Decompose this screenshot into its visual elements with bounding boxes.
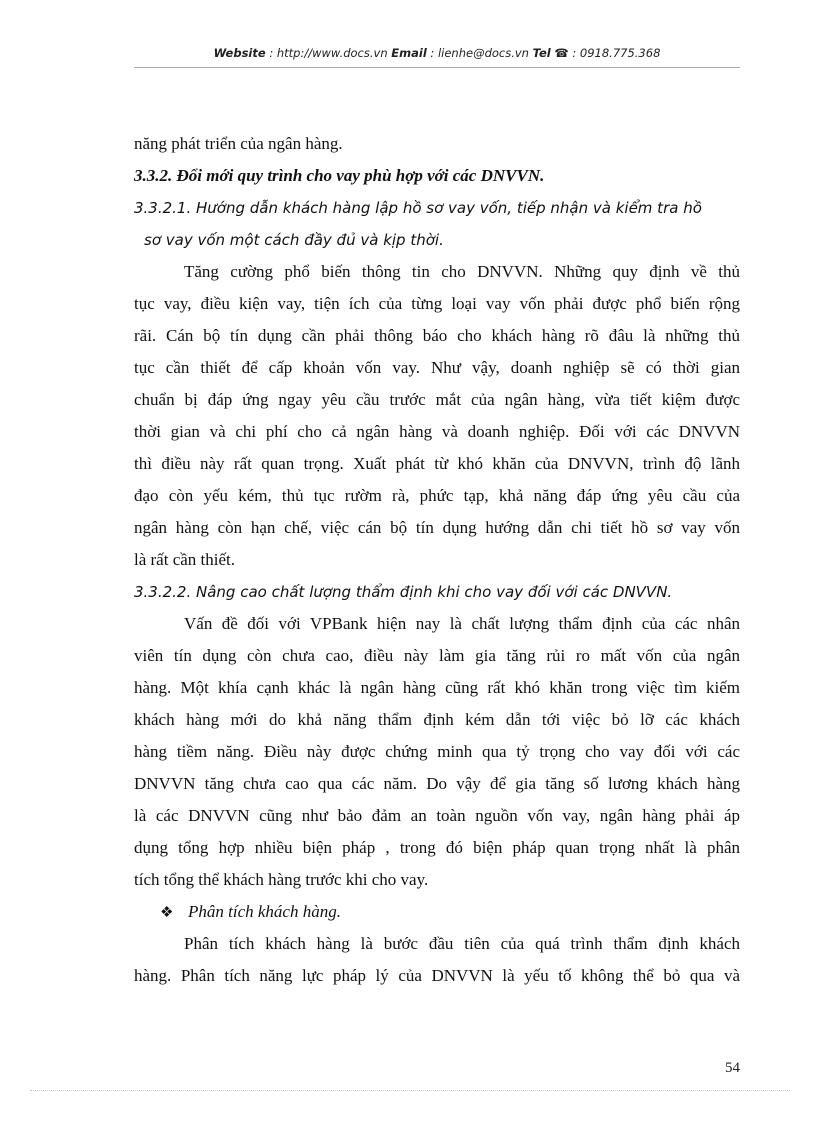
- bullet-item: [134, 896, 740, 928]
- paragraph-line: hàng. Phân tích năng lực pháp lý của DNVVN là yếu tố không thể bỏ qua và: [134, 966, 740, 985]
- paragraph-line: hàng tiềm năng. Điều này được chứng minh qua tỷ trọng cho vay đối với các: [134, 742, 740, 761]
- paragraph-line: chuẩn bị đáp ứng ngay yêu cầu trước mắt của ngân hàng, vừa tiết kiệm được: [134, 390, 740, 409]
- paragraph-line: ngân hàng còn hạn chế, việc cán bộ tín dụng hướng dẫn chi tiết hồ sơ vay vốn: [134, 518, 740, 537]
- paragraph-line: là rất cần thiết.: [134, 550, 236, 569]
- page-body: [134, 128, 740, 992]
- page-header: [134, 46, 740, 60]
- paragraph-line: thời gian và chi phí cho cả ngân hàng và doanh nghiệp. Đối với các DNVVN: [134, 422, 740, 441]
- website-url[interactable]: : http://www.docs.vn: [265, 46, 392, 60]
- page-bottom-divider: [30, 1090, 790, 1091]
- paragraph-line: rãi. Cán bộ tín dụng cần phải thông báo cho khách hàng rõ đâu là những thủ: [134, 326, 740, 345]
- phone-icon: ☎: [554, 46, 569, 60]
- page-number: 54: [725, 1060, 740, 1076]
- header-divider: [134, 67, 740, 68]
- paragraph-line: khách hàng mới do khả năng thẩm định kém dẫn tới việc bỏ lỡ các khách: [134, 710, 740, 729]
- subsection-heading: 3.3.2.2. Nâng cao chất lượng thẩm định khi cho vay đối với các DNVVN.: [134, 583, 673, 601]
- paragraph-line: tục vay, điều kiện vay, tiện ích của từng loại vay vốn phải được phổ biến rộng: [134, 294, 740, 313]
- paragraph-line: thì điều này rất quan trọng. Xuất phát từ khó khăn của DNVVN, trình độ lãnh: [134, 454, 740, 473]
- paragraph-line: viên tín dụng còn chưa cao, điều này làm gia tăng rủi ro mất vốn của ngân: [134, 646, 740, 665]
- bullet-text: Phân tích khách hàng.: [188, 902, 341, 921]
- paragraph-line: là các DNVVN cũng như bảo đảm an toàn nguồn vốn vay, ngân hàng phải áp: [134, 806, 740, 825]
- email-address[interactable]: : lienhe@docs.vn: [426, 46, 533, 60]
- email-label: Email: [391, 46, 427, 60]
- paragraph-line: năng phát triển của ngân hàng.: [134, 134, 343, 153]
- paragraph-line: dụng tổng hợp nhiều biện pháp , trong đó biện pháp quan trọng nhất là phân: [134, 838, 740, 857]
- paragraph-line: đạo còn yếu kém, thủ tục rườm rà, phức tạp, khả năng đáp ứng yêu cầu của: [134, 486, 740, 505]
- paragraph-line: hàng. Một khía cạnh khác là ngân hàng cũng rất khó khăn trong việc tìm kiếm: [134, 678, 740, 697]
- paragraph-line: Phân tích khách hàng là bước đầu tiên của quá trình thẩm định khách: [184, 934, 740, 953]
- diamond-bullet-icon: ❖: [160, 905, 174, 921]
- paragraph-line: DNVVN tăng chưa cao qua các năm. Do vậy để gia tăng số lương khách hàng: [134, 774, 740, 793]
- website-label: Website: [213, 46, 266, 60]
- paragraph-line: tích tổng thể khách hàng trước khi cho vay.: [134, 870, 429, 889]
- phone-number: : 0918.775.368: [568, 46, 661, 60]
- paragraph-line: Vấn đề đối với VPBank hiện nay là chất lượng thẩm định của các nhân: [184, 614, 740, 633]
- subsection-heading-continued: sơ vay vốn một cách đầy đủ và kịp thời.: [144, 231, 444, 249]
- subsection-heading: 3.3.2.1. Hướng dẫn khách hàng lập hồ sơ vay vốn, tiếp nhận và kiểm tra hồ: [134, 199, 702, 217]
- tel-label: Tel: [532, 46, 551, 60]
- paragraph-line: Tăng cường phổ biến thông tin cho DNVVN. Những quy định về thủ: [184, 262, 740, 281]
- paragraph-line: tục cần thiết để cấp khoản vốn vay. Như vậy, doanh nghiệp sẽ có thời gian: [134, 358, 740, 377]
- section-heading: 3.3.2. Đổi mới quy trình cho vay phù hợp với các DNVVN.: [134, 166, 545, 185]
